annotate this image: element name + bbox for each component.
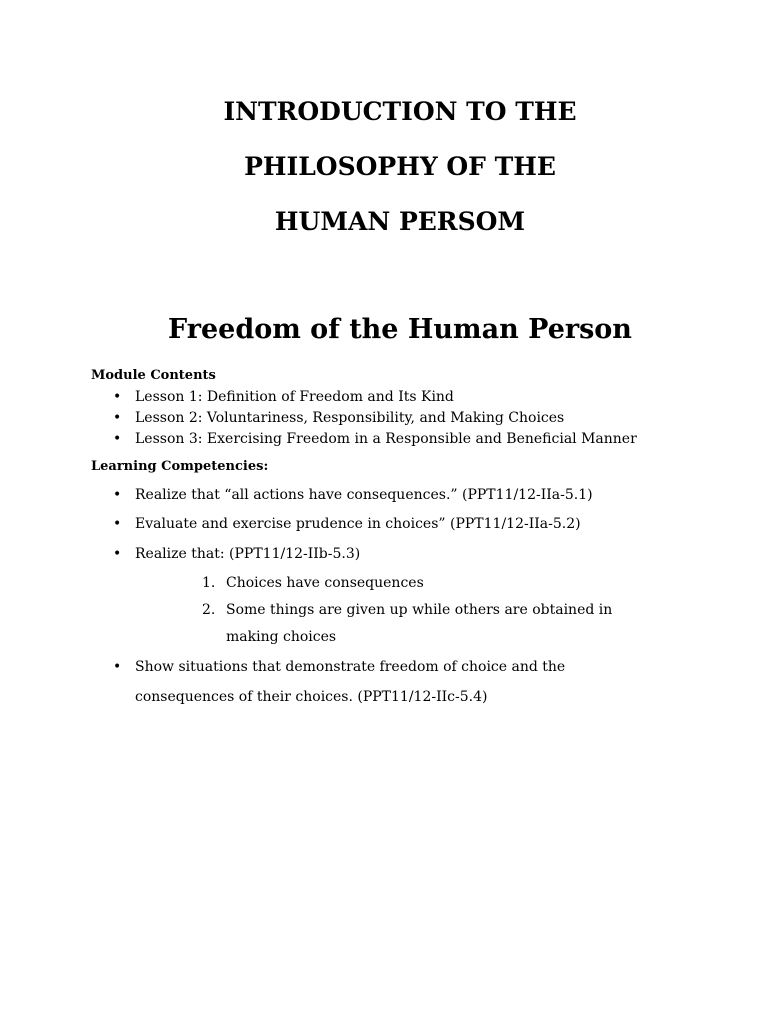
module-contents-heading: Module Contents <box>91 368 216 383</box>
bullet-icon: • <box>113 546 122 562</box>
list-item-text: Show situations that demonstrate freedom of choice and the <box>135 659 566 675</box>
list-item-text: Lesson 2: Voluntariness, Responsibility, and Making Choices <box>135 410 565 426</box>
list-item-text: Realize that: (PPT11/12-IIb-5.3) <box>135 546 361 562</box>
bullet-icon: • <box>113 487 122 503</box>
title-line-1: INTRODUCTION TO THE <box>223 97 577 126</box>
numbered-item-continuation: making choices <box>226 629 337 645</box>
title-line-3: HUMAN PERSOM <box>274 207 526 236</box>
bullet-icon: • <box>113 431 122 447</box>
item-number: 2. <box>202 602 216 618</box>
bullet-icon: • <box>113 659 122 675</box>
module-subtitle: Freedom of the Human Person <box>168 314 632 345</box>
list-item-text: Evaluate and exercise prudence in choices” (PPT11/12-IIa-5.2) <box>135 516 581 532</box>
bullet-icon: • <box>113 410 122 426</box>
learning-competencies-heading: Learning Competencies: <box>91 459 269 474</box>
title-line-2: PHILOSOPHY OF THE <box>244 152 556 181</box>
list-item-text: Lesson 1: Definition of Freedom and Its Kind <box>135 389 454 405</box>
numbered-item-text: Choices have consequences <box>226 575 424 591</box>
list-item-text: Realize that “all actions have consequences.” (PPT11/12-IIa-5.1) <box>135 487 593 503</box>
item-number: 1. <box>202 575 216 591</box>
list-item-continuation: consequences of their choices. (PPT11/12-IIc-5.4) <box>135 689 488 705</box>
numbered-item-text: Some things are given up while others are obtained in <box>226 602 613 618</box>
bullet-icon: • <box>113 389 122 405</box>
list-item-text: Lesson 3: Exercising Freedom in a Responsible and Beneficial Manner <box>135 431 637 447</box>
bullet-icon: • <box>113 516 122 532</box>
